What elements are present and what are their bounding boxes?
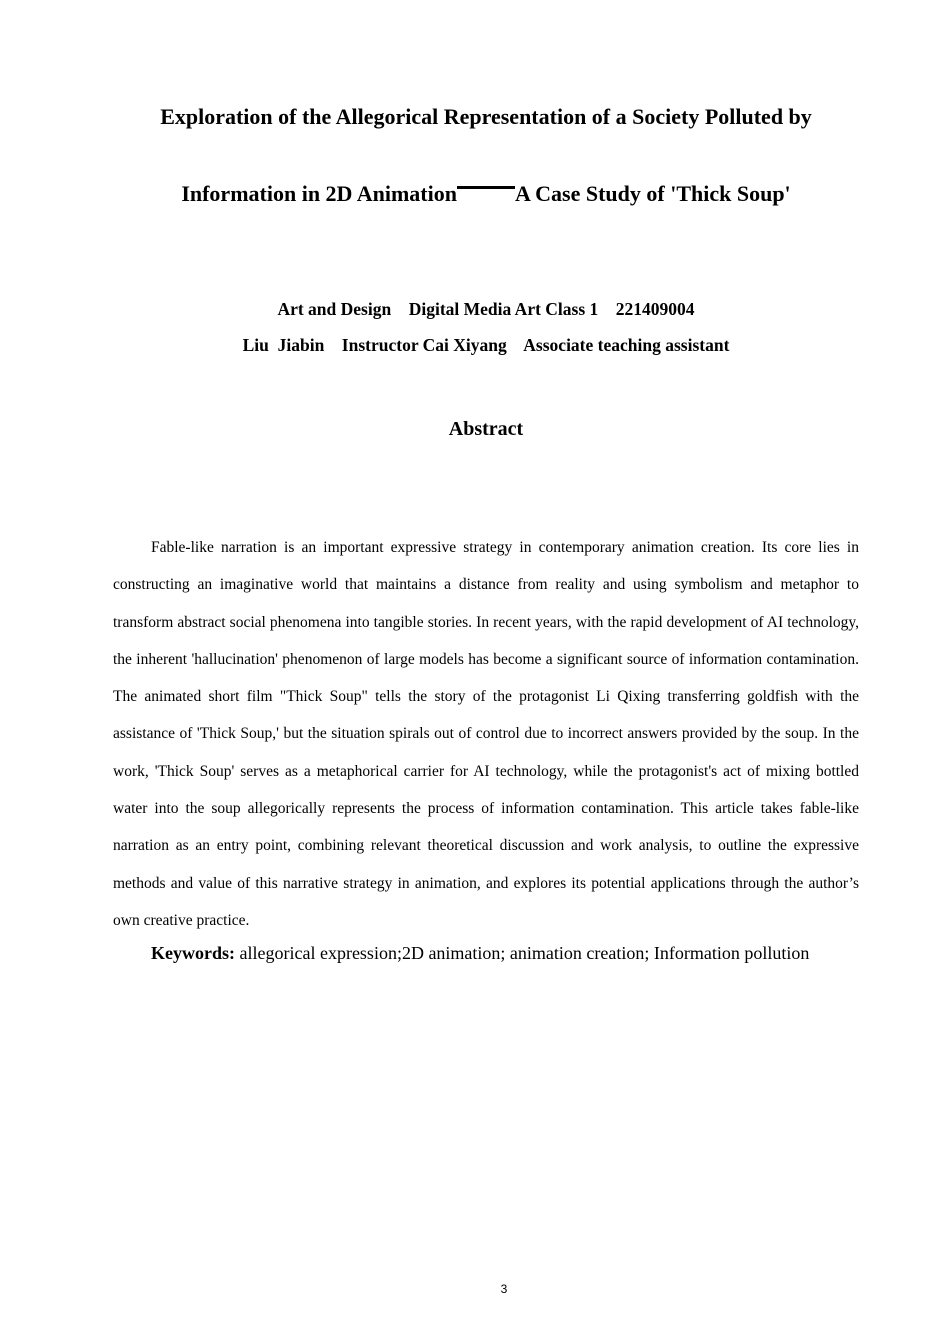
abstract-heading: Abstract (448, 418, 524, 440)
abstract-body: Fable-like narration is an important expressive strategy in contemporary animation creation. Its core lies in constructing an imaginative world that maintains a distance from reality and using symbolism and metaphor to transform abstract social phenomena into tangible stories. In recent years, with the rapid development of AI technology, the inherent 'hallucination' phenomenon of large models has become a significant source of information contamination. The animated short film "Thick Soup" tells the story of the protagonist Li Qixing transferring goldfish with the assistance of 'Thick Soup,' but the situation spirals out of control due to incorrect answers provided by the soup. In the work, 'Thick Soup' serves as a metaphorical carrier for AI technology, while the protagonist's act of mixing bottled water into the soup allegorically represents the process of information contamination. This article takes fable-like narration as an entry point, combining relevant theoretical discussion and work analysis, to outline the expressive methods and value of this narrative strategy in animation, and explores its potential applications through the author’s own creative practice. (113, 539, 859, 929)
keywords-paragraph (113, 935, 859, 972)
keywords-text: allegorical expression;2D animation; animation creation; Information pollution (235, 943, 810, 963)
author-instructor-line: Liu Jiabin Instructor Cai Xiyang Associate teaching assistant (242, 335, 730, 355)
keywords-label: Keywords: (151, 943, 235, 963)
paper-title-line-1: Exploration of the Allegorical Representation of a Society Polluted by (160, 104, 812, 129)
em-dash-separator (457, 186, 515, 189)
paper-title-subtitle-part: A Case Study of 'Thick Soup' (514, 181, 791, 206)
paper-title-main-part: Information in 2D Animation (181, 181, 457, 206)
author-affiliation-line: Art and Design Digital Media Art Class 1 221409004 (277, 299, 695, 319)
page-number: 3 (500, 1282, 508, 1296)
paper-title-line-2 (100, 180, 872, 208)
